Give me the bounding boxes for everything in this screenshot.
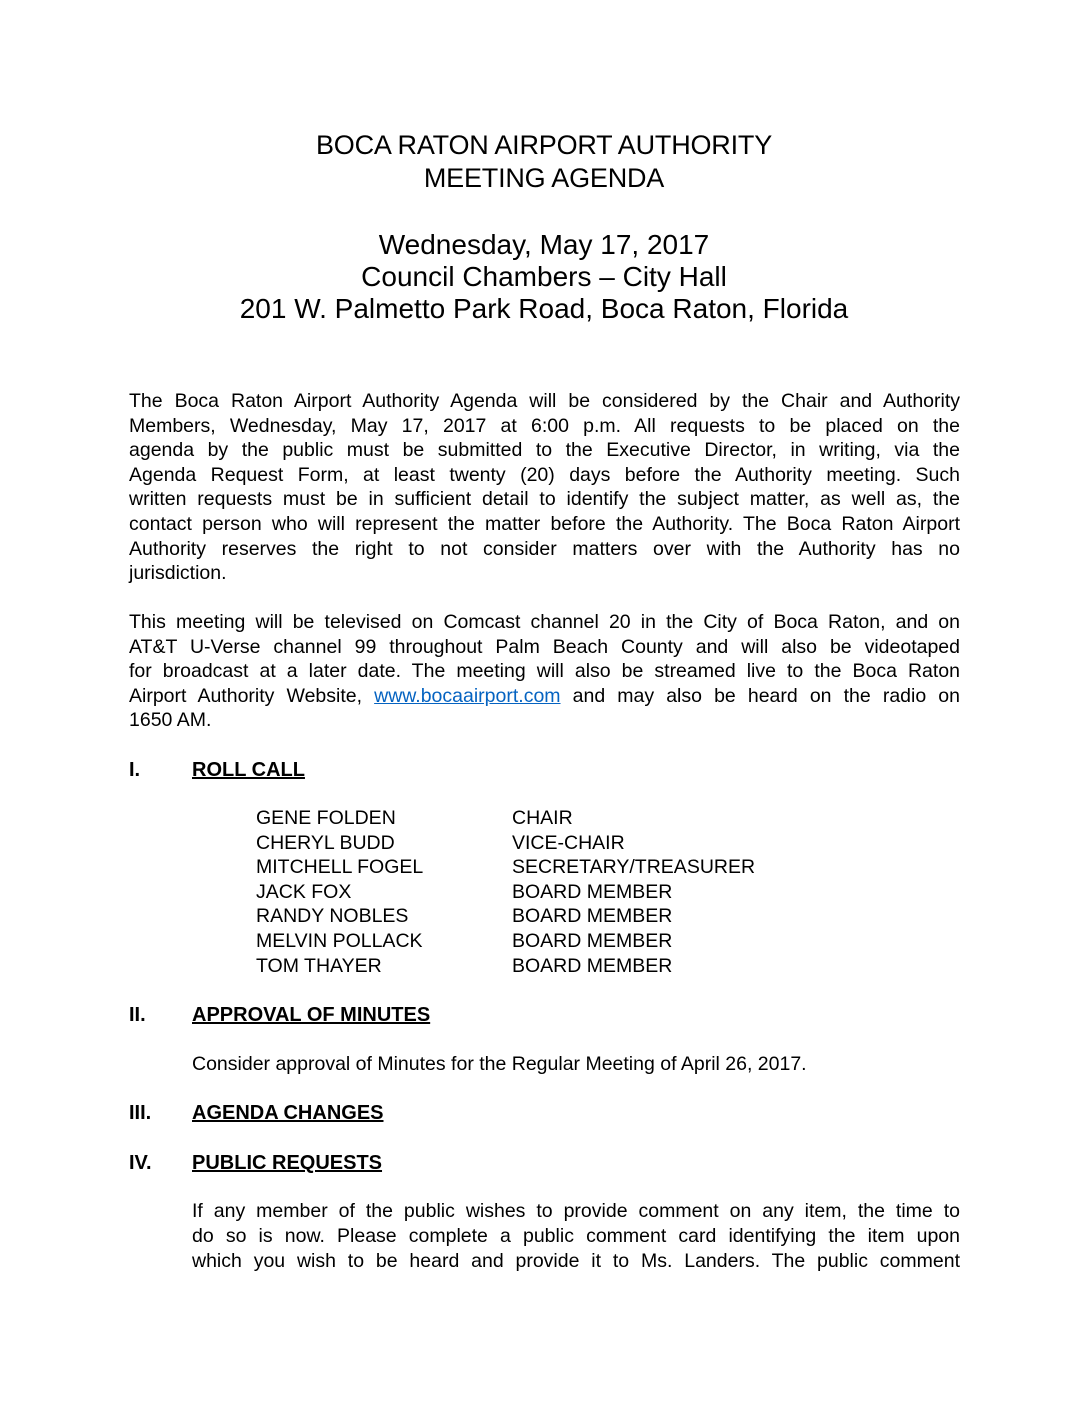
meeting-date: Wednesday, May 17, 2017 xyxy=(378,229,710,260)
public-line: which you wish to be heard and provide it to Ms. Landers. The public comment xyxy=(192,1250,960,1272)
member-role: CHAIR xyxy=(512,807,573,829)
member-role: BOARD MEMBER xyxy=(512,905,673,928)
broadcast-line: 1650 AM. xyxy=(129,709,212,732)
broadcast-line: This meeting will be televised on Comcast channel 20 in the City of Boca Raton, and on xyxy=(129,611,960,633)
roster-row xyxy=(256,806,755,831)
intro-line: written requests must be in sufficient detail to identify the subject matter, as well as, the xyxy=(129,488,960,511)
section-number: I. xyxy=(129,759,141,781)
member-name: GENE FOLDEN xyxy=(256,807,396,829)
broadcast-text: Airport Authority Website, xyxy=(129,684,375,707)
meeting-address: 201 W. Palmetto Park Road, Boca Raton, Florida xyxy=(239,293,849,324)
public-line: If any member of the public wishes to provide comment on any item, the time to xyxy=(192,1200,960,1222)
section-heading-approval-of-minutes: APPROVAL OF MINUTES xyxy=(192,1004,431,1026)
member-name: TOM THAYER xyxy=(256,954,382,977)
member-role: SECRETARY/TREASURER xyxy=(512,856,756,879)
roster-row xyxy=(256,929,755,954)
section-heading-agenda-changes: AGENDA CHANGES xyxy=(192,1102,384,1124)
public-requests-paragraph xyxy=(192,1199,960,1274)
intro-line: Agenda Request Form, at least twenty (20) days before the Authority meeting. Such xyxy=(129,463,960,486)
section-heading-roll-call: ROLL CALL xyxy=(192,759,305,781)
broadcast-line-with-link xyxy=(129,684,960,709)
intro-line: jurisdiction. xyxy=(129,562,227,585)
broadcast-line: for broadcast at a later date. The meeting will also be streamed live to the Boca Raton xyxy=(129,660,960,683)
intro-line: The Boca Raton Airport Authority Agenda will be considered by the Chair and Authority xyxy=(129,390,960,412)
intro-paragraph xyxy=(129,389,960,586)
org-title: BOCA RATON AIRPORT AUTHORITY xyxy=(316,130,772,160)
roster-row xyxy=(256,880,755,905)
section-heading-public-requests: PUBLIC REQUESTS xyxy=(192,1152,383,1174)
member-role: BOARD MEMBER xyxy=(512,880,673,903)
member-name: CHERYL BUDD xyxy=(256,831,395,854)
section-number: IV. xyxy=(129,1152,152,1174)
intro-line: Authority reserves the right to not consider matters over with the Authority has no xyxy=(129,537,960,560)
member-role: BOARD MEMBER xyxy=(512,929,673,952)
approval-text: Consider approval of Minutes for the Regular Meeting of April 26, 2017. xyxy=(192,1053,807,1075)
member-name: RANDY NOBLES xyxy=(256,905,409,928)
roster-row xyxy=(256,831,755,856)
member-role: VICE-CHAIR xyxy=(512,831,625,854)
member-name: JACK FOX xyxy=(256,880,352,903)
broadcast-line: AT&T U-Verse channel 99 throughout Palm Beach County and will also be videotaped xyxy=(129,635,960,658)
section-number: II. xyxy=(129,1004,146,1026)
section-number: III. xyxy=(129,1102,152,1124)
website-link[interactable]: www.bocaairport.com xyxy=(374,684,561,707)
intro-line: contact person who will represent the matter before the Authority. The Boca Raton Airport xyxy=(129,512,960,535)
member-name: MELVIN POLLACK xyxy=(256,929,423,952)
doc-type-title: MEETING AGENDA xyxy=(423,163,665,193)
meeting-venue: Council Chambers – City Hall xyxy=(361,261,727,292)
roster-row xyxy=(256,855,755,880)
roster-row xyxy=(256,954,755,979)
member-name: MITCHELL FOGEL xyxy=(256,856,424,879)
roster-row xyxy=(256,904,755,929)
intro-line: Members, Wednesday, May 17, 2017 at 6:00 p.m. All requests to be placed on the xyxy=(129,414,960,437)
intro-line: agenda by the public must be submitted to the Executive Director, in writing, via the xyxy=(129,439,960,462)
public-line: do so is now. Please complete a public comment card identifying the item upon xyxy=(192,1225,960,1247)
member-role: BOARD MEMBER xyxy=(512,954,673,977)
broadcast-text: and may also be heard on the radio on xyxy=(560,684,960,707)
roll-call-roster xyxy=(256,806,755,978)
broadcast-paragraph xyxy=(129,610,960,733)
